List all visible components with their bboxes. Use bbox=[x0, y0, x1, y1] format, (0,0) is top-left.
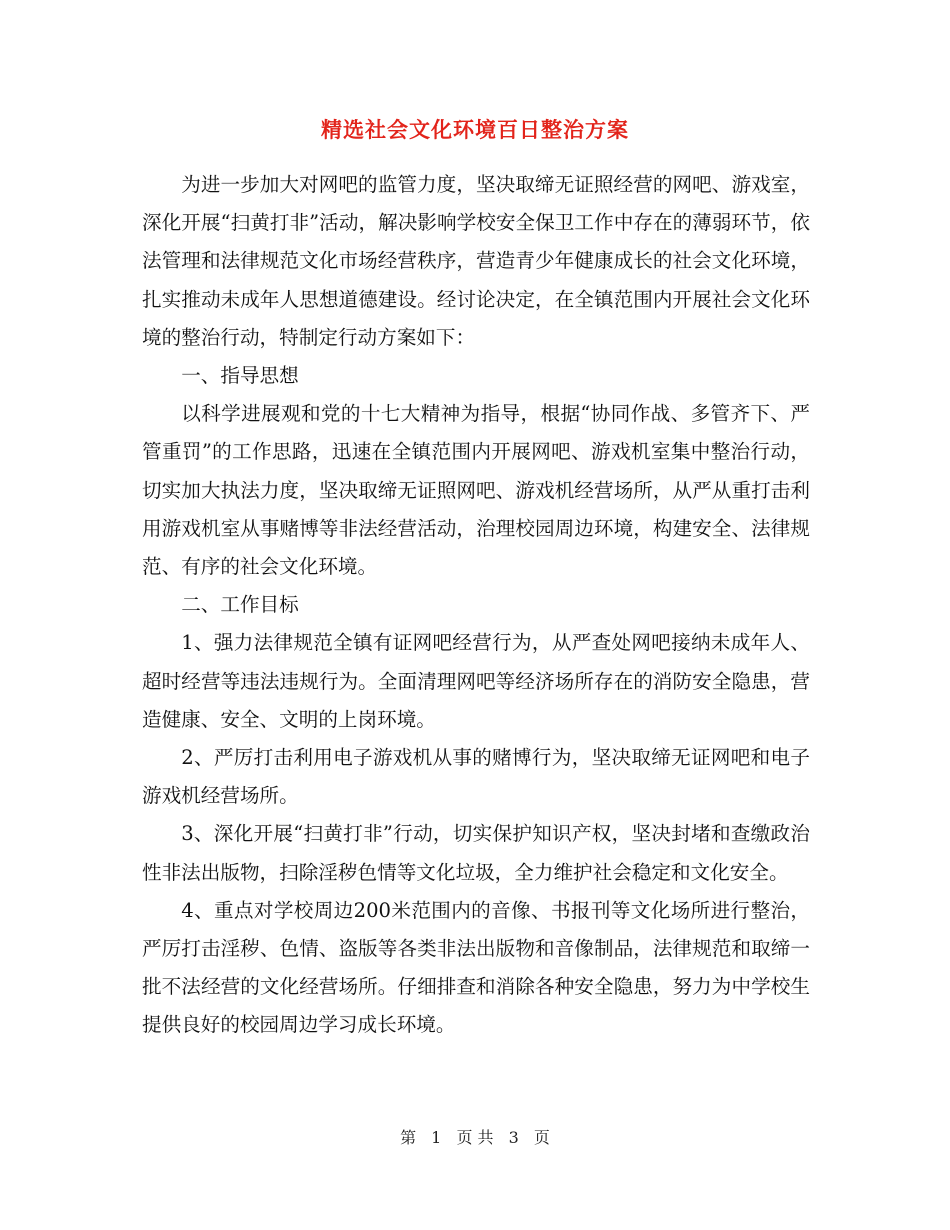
section-heading-guiding-thought: 一、指导思想 bbox=[181, 364, 299, 388]
goal-item-2: 2、严厉打击利用电子游戏机从事的赌博行为，坚决取缔无证网吧和电子游戏机经营场所。 bbox=[142, 746, 810, 808]
document-title: 精选社会文化环境百日整治方案 bbox=[321, 118, 629, 142]
footer-middle: 页 共 bbox=[456, 1128, 494, 1147]
footer-prefix: 第 bbox=[400, 1128, 417, 1147]
document-body bbox=[142, 166, 810, 1045]
goal-item-4: 4、重点对学校周边200米范围内的音像、书报刊等文化场所进行整治，严厉打击淫秽、色情、盗版等各类非法出版物和音像制品，法律规范和取缔一批不法经营的文化经营场所。仔细排查和消除各种安全隐患，努力为中学校生提供良好的校园周边学习成长环境。 bbox=[142, 898, 810, 1037]
goal-item-1: 1、强力法律规范全镇有证网吧经营行为，从严查处网吧接纳未成年人、超时经营等违法违规行为。全面清理网吧等经济场所存在的消防安全隐患，营造健康、安全、文明的上岗环境。 bbox=[142, 631, 810, 731]
footer-total-pages: 3 bbox=[508, 1128, 519, 1147]
page-footer bbox=[0, 1125, 950, 1148]
goal-item-3: 3、深化开展“扫黄打非”行动，切实保护知识产权，坚决封堵和查缴政治性非法出版物，扫除淫秽色情等文化垃圾，全力维护社会稳定和文化安全。 bbox=[142, 822, 810, 884]
footer-page-number: 1 bbox=[431, 1128, 442, 1147]
guiding-thought-paragraph: 以科学进展观和党的十七大精神为指导，根据“协同作战、多管齐下、严管重罚”的工作思路，迅速在全镇范围内开展网吧、游戏机室集中整治行动，切实加大执法力度，坚决取缔无证照网吧、游戏机经营场所，从严从重打击利用游戏机室从事赌博等非法经营活动，治理校园周边环境，构建安全、法律规范、有序的社会文化环境。 bbox=[142, 402, 810, 579]
section-heading-work-goals: 二、工作目标 bbox=[181, 593, 299, 617]
intro-paragraph: 为进一步加大对网吧的监管力度，坚决取缔无证照经营的网吧、游戏室，深化开展“扫黄打非”活动，解决影响学校安全保卫工作中存在的薄弱环节，依法管理和法律规范文化市场经营秩序，营造青少年健康成长的社会文化环境，扎实推动未成年人思想道德建设。经讨论决定，在全镇范围内开展社会文化环境的整治行动，特制定行动方案如下： bbox=[142, 173, 810, 349]
footer-suffix: 页 bbox=[533, 1128, 550, 1147]
